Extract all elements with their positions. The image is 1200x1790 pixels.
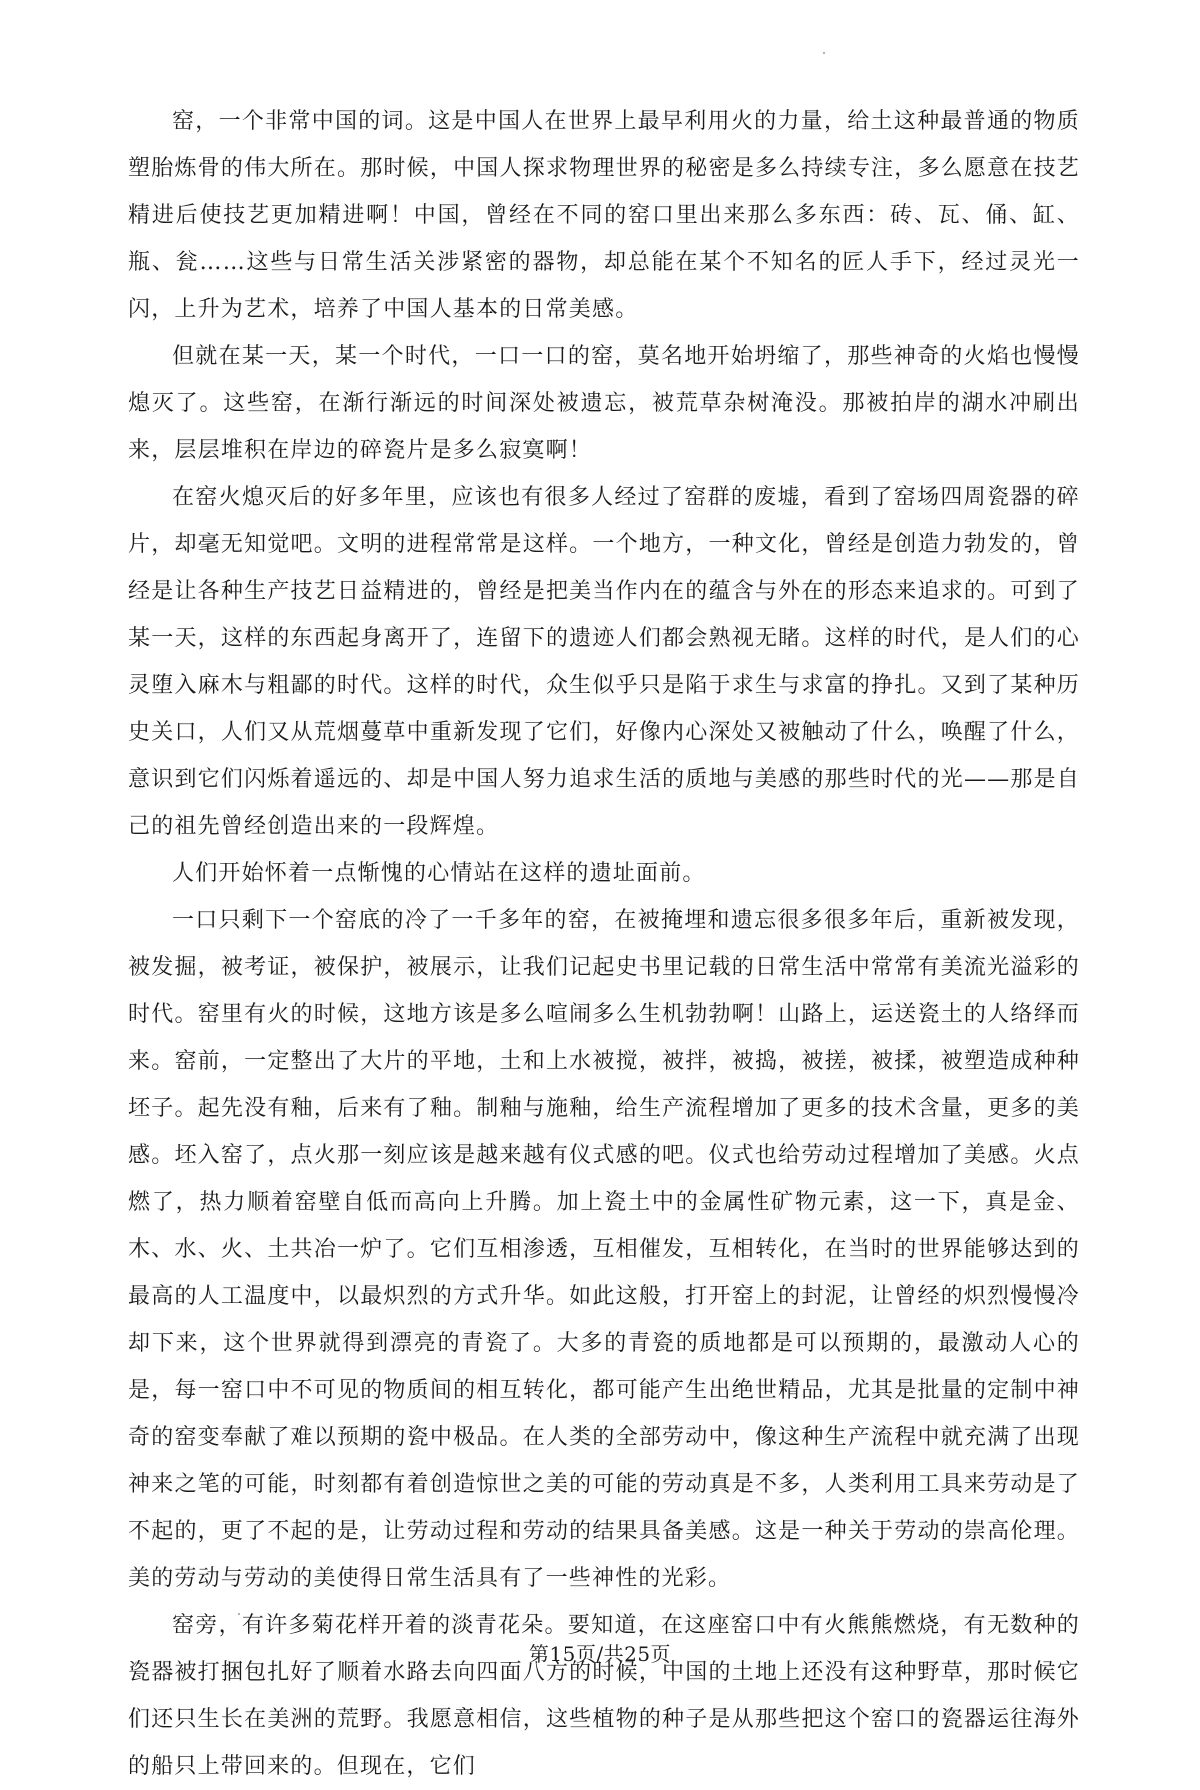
paragraph: 一口只剩下一个窑底的冷了一千多年的窑，在被掩埋和遗忘很多很多年后，重新被发现，被发掘，被考证，被保护，被展示，让我们记起史书里记载的日常生活中常常有美流光溢彩的时代。窑里有火的时候，这地方该是多么喧闹多么生机勃勃啊！山路上，运送瓷土的人络绎而来。窑前，一定整出了大片的平地，土和上水被搅，被拌，被捣，被搓，被揉，被塑造成种种坯子。起先没有釉，后来有了釉。制釉与施釉，给生产流程增加了更多的技术含量，更多的美感。坯入窑了，点火那一刻应该是越来越有仪式感的吧。仪式也给劳动过程增加了美感。火点燃了，热力顺着窑壁自低而高向上升腾。加上瓷土中的金属性矿物元素，这一下，真是金、木、水、火、土共冶一炉了。它们互相渗透，互相催发，互相转化，在当时的世界能够达到的最高的人工温度中，以最炽烈的方式升华。如此这般，打开窑上的封泥，让曾经的炽烈慢慢冷却下来，这个世界就得到漂亮的青瓷了。大多的青瓷的质地都是可以预期的，最激动人心的是，每一窑口中不可见的物质间的相互转化，都可能产生出绝世精品，尤其是批量的定制中神奇的窑变奉献了难以预期的瓷中极品。在人类的全部劳动中，像这种生产流程中就充满了出现神来之笔的可能，时刻都有着创造惊世之美的可能的劳动真是不多，人类利用工具来劳动是了不起的，更了不起的是，让劳动过程和劳动的结果具备美感。这是一种关于劳动的崇高伦理。美的劳动与劳动的美使得日常生活具有了一些神性的光彩。	[128, 908, 1080, 1591]
page-number: 第15页/共25页	[528, 1642, 672, 1666]
paragraph: 窑旁，有许多菊花样开着的淡青花朵。要知道，在这座窑口中有火熊熊燃烧，有无数种的瓷器被打捆包扎好了顺着水路去向四面八方的时候，中国的土地上还没有这种野草，那时候它们还只生长在美洲的荒野。我愿意相信，这些植物的种子是从那些把这个窑口的瓷器运往海外的船只上带回来的。但现在，它们	[128, 1613, 1080, 1779]
paragraph: 窑，一个非常中国的词。这是中国人在世界上最早利用火的力量，给土这种最普通的物质塑胎炼骨的伟大所在。那时候，中国人探求物理世界的秘密是多么持续专注，多么愿意在技艺精进后使技艺更加精进啊！中国，曾经在不同的窑口里出来那么多东西：砖、瓦、俑、缸、瓶、瓮……这些与日常生活关涉紧密的器物，却总能在某个不知名的匠人手下，经过灵光一闪，上升为艺术，培养了中国人基本的日常美感。	[128, 109, 1080, 322]
paragraph: 在窑火熄灭后的好多年里，应该也有很多人经过了窑群的废墟，看到了窑场四周瓷器的碎片，却毫无知觉吧。文明的进程常常是这样。一个地方，一种文化，曾经是创造力勃发的，曾经是让各种生产技艺日益精进的，曾经是把美当作内在的蕴含与外在的形态来追求的。可到了某一天，这样的东西起身离开了，连留下的遗迹人们都会熟视无睹。这样的时代，是人们的心灵堕入麻木与粗鄙的时代。这样的时代，众生似乎只是陷于求生与求富的挣扎。又到了某种历史关口，人们又从荒烟蔓草中重新发现了它们，好像内心深处又被触动了什么，唤醒了什么，意识到它们闪烁着遥远的、却是中国人努力追求生活的质地与美感的那些时代的光——那是自己的祖先曾经创造出来的一段辉煌。	[128, 485, 1080, 839]
document-body	[128, 98, 1080, 1790]
scan-speck-top	[823, 52, 825, 54]
paragraph: 但就在某一天，某一个时代，一口一口的窑，莫名地开始坍缩了，那些神奇的火焰也慢慢熄灭了。这些窑，在渐行渐远的时间深处被遗忘，被荒草杂树淹没。那被拍岸的湖水冲刷出来，层层堆积在岸边的碎瓷片是多么寂寞啊！	[128, 344, 1080, 463]
paragraph: 人们开始怀着一点惭愧的心情站在这样的遗址面前。	[172, 861, 706, 886]
